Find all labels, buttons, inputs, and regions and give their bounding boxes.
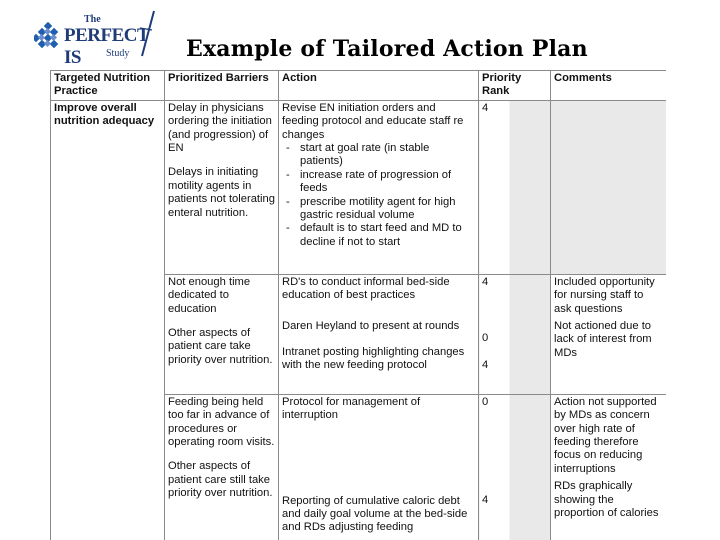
- comment-cell: [551, 274, 667, 394]
- header-action: Action: [279, 71, 479, 101]
- list-item: - start at goal rate (in stable patients): [282, 142, 475, 169]
- rank-cell: [479, 394, 551, 540]
- barrier-text: Delays in initiating motility agents in patients not tolerating enteral nutrition.: [168, 166, 275, 219]
- list-item: - increase rate of progression of feeds: [282, 169, 475, 196]
- rank-value: 4: [482, 494, 489, 507]
- action-text: Intranet posting highlighting changes with the new feeding protocol: [282, 346, 465, 372]
- action-cell: [279, 100, 479, 274]
- action-plan-table-container: [50, 70, 666, 540]
- logo-study-text: Study: [106, 48, 130, 59]
- action-cell: [279, 394, 479, 540]
- list-item: - prescribe motility agent for high gastric residual volume: [282, 196, 475, 223]
- barrier-text: Other aspects of patient care still take priority over nutrition.: [168, 460, 273, 500]
- rank-value: 4: [482, 358, 489, 371]
- header-targeted-nutrition-practice: Targeted Nutrition Practice: [51, 71, 165, 101]
- header-prioritized-barriers: Prioritized Barriers: [165, 71, 279, 101]
- comment-text: Action not supported by MDs as concern over high rate of feeding therefore focus on reducing interruptions: [554, 395, 657, 475]
- barrier-text: Feeding being held too far in advance of procedures or operating room visits.: [168, 395, 275, 449]
- rank-value: 4: [482, 101, 489, 114]
- table-header-row: [51, 71, 667, 101]
- practice-text: Improve overall nutrition adequacy: [54, 101, 155, 128]
- list-item: - default is to start feed and MD to decline if not to start: [282, 222, 475, 249]
- comment-cell: [551, 394, 667, 540]
- logo-wordmark: PERFECT IS: [64, 25, 149, 68]
- action-text: Reporting of cumulative caloric debt and daily goal volume at the bed-side and RDs adjusting feeding: [282, 494, 468, 534]
- logo-the-text: The: [84, 14, 101, 25]
- mosaic-diamond-icon: [34, 22, 62, 50]
- barriers-cell: [165, 274, 279, 394]
- action-text: Protocol for management of interruption: [282, 395, 421, 422]
- action-list: [282, 142, 475, 249]
- action-cell: [279, 274, 479, 394]
- logo-slash-icon: [138, 10, 158, 58]
- header-comments: Comments: [551, 71, 667, 101]
- header-priority-rank: Priority Rank: [479, 71, 551, 101]
- action-text: RD's to conduct informal bed-side education of best practices: [282, 275, 450, 302]
- comment-text: Included opportunity for nursing staff to ask questions: [554, 275, 655, 315]
- comment-text: RDs graphically showing the proportion of calories: [554, 480, 659, 520]
- perfectis-logo: [34, 10, 164, 68]
- rank-value: 0: [482, 395, 489, 408]
- rank-value: 4: [482, 275, 489, 288]
- action-text: Daren Heyland to present at rounds: [282, 319, 460, 332]
- comment-text: Not actioned due to lack of interest from MDs: [554, 320, 652, 359]
- page-title: Example of Tailored Action Plan: [186, 36, 588, 62]
- table-row: [51, 100, 667, 274]
- rank-cell: [479, 274, 551, 394]
- barrier-text: Delay in physicians ordering the initiation (and progression) of EN: [168, 101, 272, 155]
- barrier-text: Other aspects of patient care take priority over nutrition.: [168, 327, 273, 366]
- barrier-text: Not enough time dedicated to education: [168, 275, 251, 315]
- rank-cell: [479, 100, 551, 274]
- barriers-cell: [165, 100, 279, 274]
- rank-value: 0: [482, 332, 489, 345]
- barriers-cell: [165, 394, 279, 540]
- practice-cell: [51, 100, 165, 540]
- action-plan-table: [50, 70, 666, 540]
- action-text: Revise EN initiation orders and feeding protocol and educate staff re changes: [282, 101, 464, 141]
- comment-cell: [551, 100, 667, 274]
